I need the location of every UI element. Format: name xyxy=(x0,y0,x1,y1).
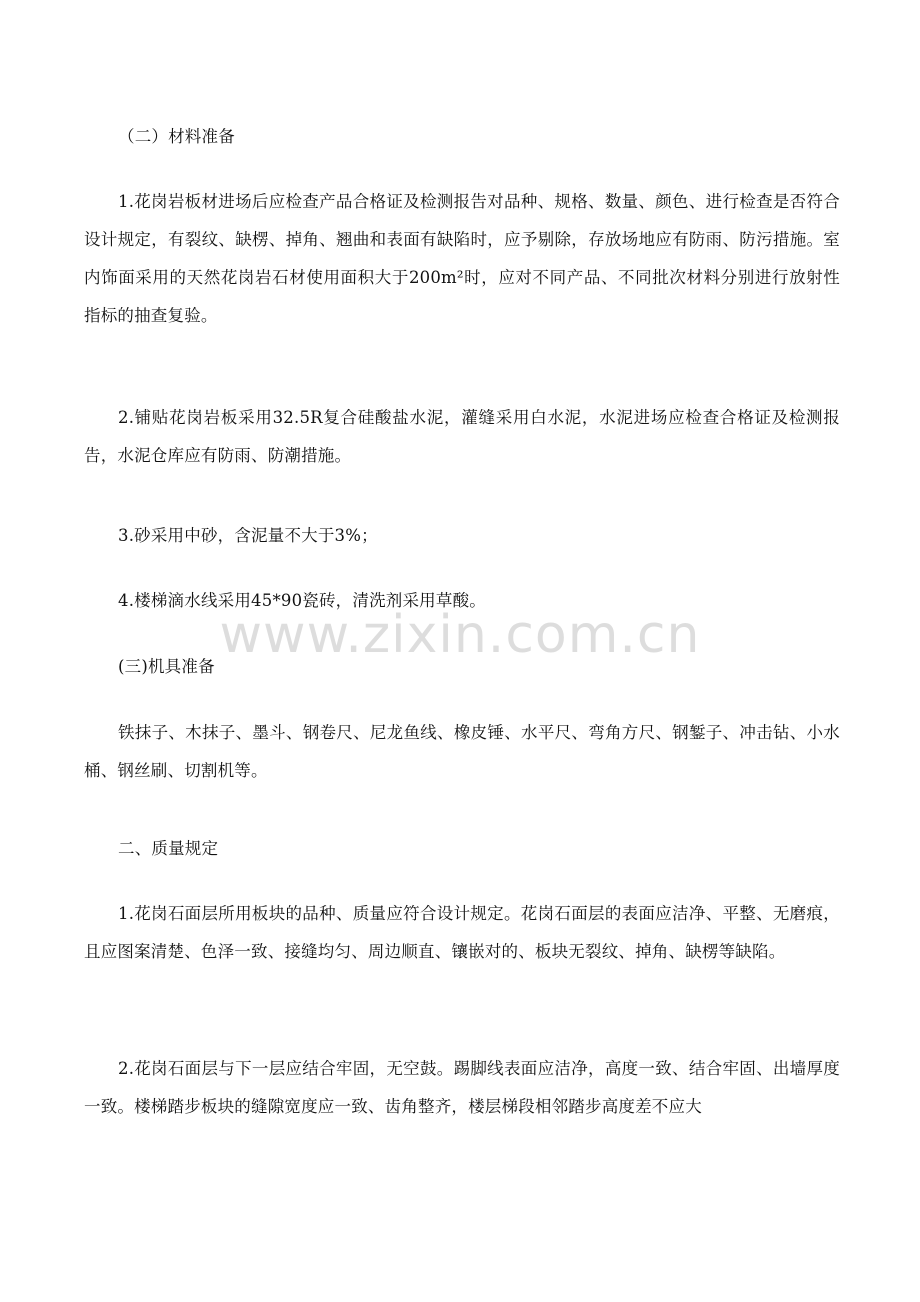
paragraph-sand: 3.砂采用中砂，含泥量不大于3%； xyxy=(118,526,378,545)
section-heading-quality: 二、质量规定 xyxy=(118,839,219,858)
paragraph-quality-2: 2.花岗石面层与下一层应结合牢固，无空鼓。踢脚线表面应洁净，高度一致、结合牢固、出墙厚度一致。楼梯踏步板块的缝隙宽度应一致、齿角整齐，楼层梯段相邻踏步高度差不应大 xyxy=(84,1059,840,1116)
paragraph-tools-list: 铁抹子、木抹子、墨斗、钢卷尺、尼龙鱼线、橡皮锤、水平尺、弯角方尺、钢錾子、冲击钻、小水桶、钢丝刷、切割机等。 xyxy=(84,723,840,780)
section-heading-materials: （二）材料准备 xyxy=(118,127,235,146)
paragraph-drip-line: 4.楼梯滴水线采用45*90瓷砖，清洗剂采用草酸。 xyxy=(118,591,486,610)
watermark: www.zixin.com.cn xyxy=(219,605,701,665)
section-heading-tools: (三)机具准备 xyxy=(118,657,215,676)
paragraph-quality-1: 1.花岗石面层所用板块的品种、质量应符合设计规定。花岗石面层的表面应洁净、平整、无磨痕，且应图案清楚、色泽一致、接缝均匀、周边顺直、镶嵌对的、板块无裂纹、掉角、缺楞等缺陷。 xyxy=(84,904,840,961)
paragraph-granite-inspection: 1.花岗岩板材进场后应检查产品合格证及检测报告对品种、规格、数量、颜色、进行检查是否符合设计规定，有裂纹、缺楞、掉角、翘曲和表面有缺陷时，应予剔除，存放场地应有防雨、防污措施。室内饰面采用的天然花岗岩石材使用面积大于200m²时，应对不同产品、不同批次材料分别进行放射性指标的抽查复验。 xyxy=(84,192,840,325)
paragraph-cement: 2.铺贴花岗岩板采用32.5R复合硅酸盐水泥，灌缝采用白水泥，水泥进场应检查合格证及检测报告，水泥仓库应有防雨、防潮措施。 xyxy=(84,408,840,465)
